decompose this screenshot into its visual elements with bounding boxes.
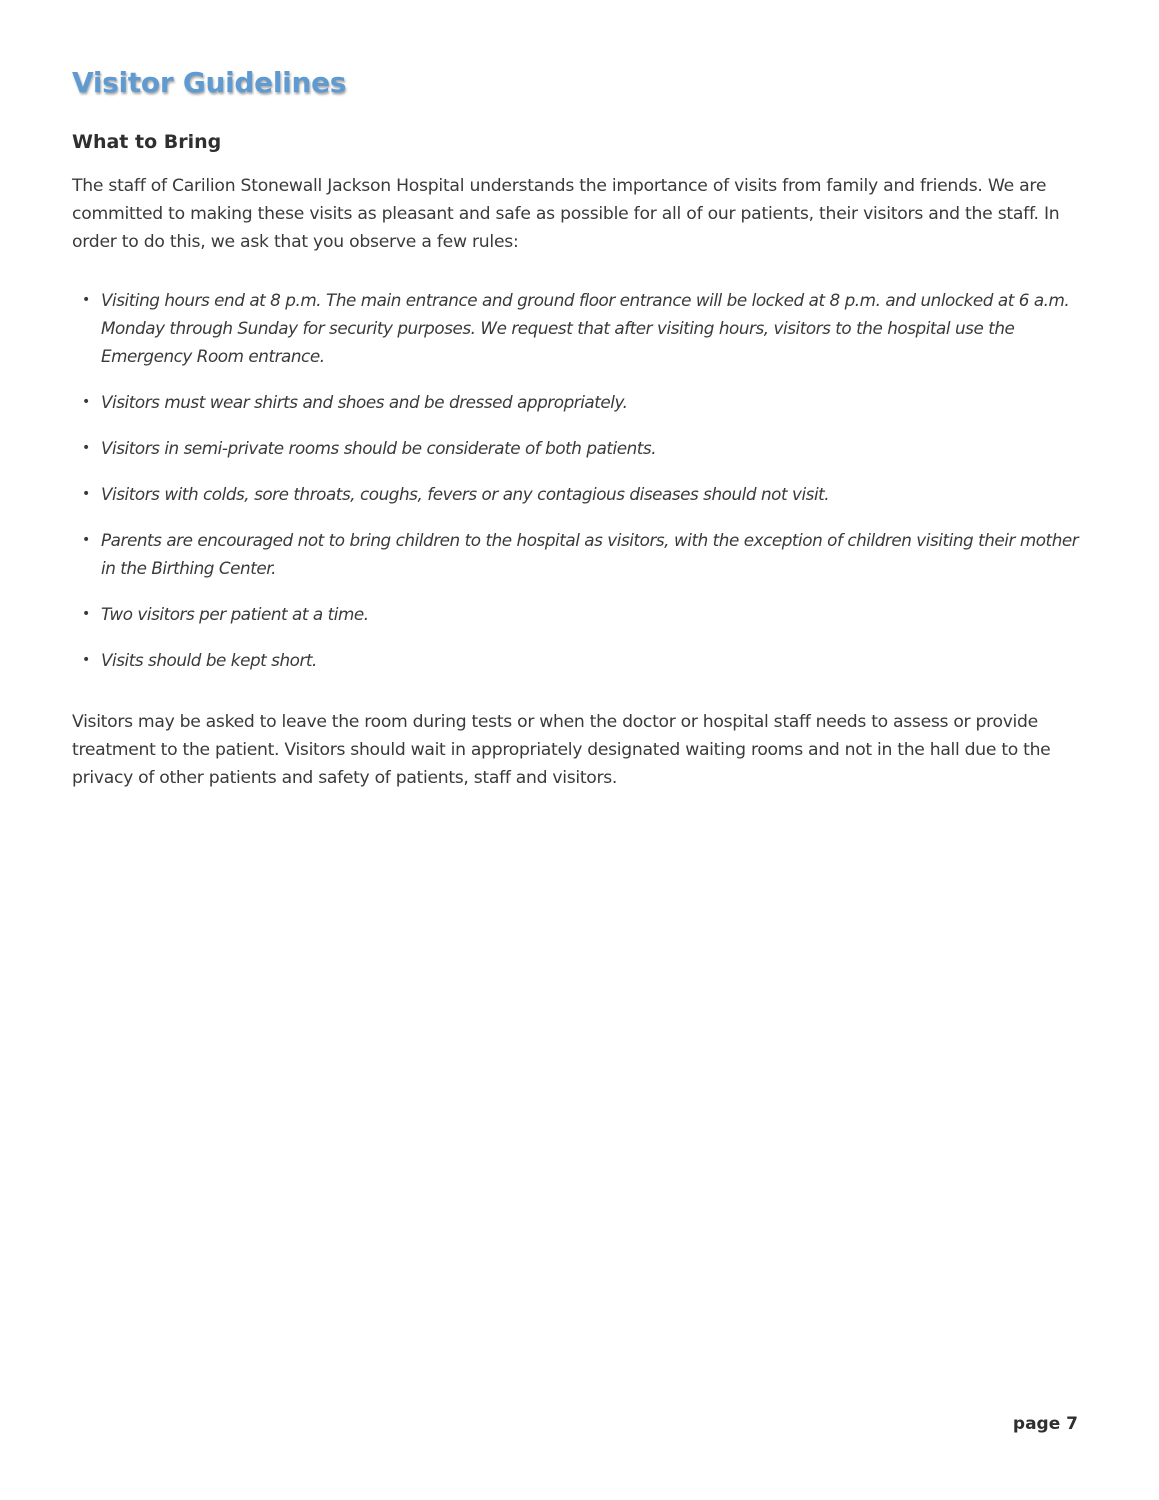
bullet-icon: • bbox=[82, 606, 90, 622]
closing-paragraph: Visitors may be asked to leave the room during tests or when the doctor or hospital staff needs to assess or provide treatment to the patient. Visitors should wait in appropriately designated waiting rooms and not in the hall due to the privacy of other patients and safety of patients, staff and visitors. bbox=[72, 712, 1051, 788]
rule-item bbox=[72, 600, 1092, 628]
bullet-icon: • bbox=[82, 652, 90, 668]
bullet-icon: • bbox=[82, 486, 90, 502]
page-title: Visitor Guidelines bbox=[72, 66, 347, 99]
rule-item bbox=[72, 434, 1092, 462]
rule-item bbox=[72, 286, 1092, 370]
page-number: page 7 bbox=[1012, 1414, 1078, 1434]
rule-item bbox=[72, 526, 1092, 582]
rule-item bbox=[72, 480, 1092, 508]
rule-text: Visitors must wear shirts and shoes and be dressed appropriately. bbox=[101, 392, 628, 412]
rule-text: Visiting hours end at 8 p.m. The main entrance and ground floor entrance will be locked at 8 p.m. and unlocked at 6 a.m. Monday through Sunday for security purposes. We request that after visiting hours, visitors to the hospital use the Emergency Room entrance. bbox=[101, 290, 1070, 366]
rule-item bbox=[72, 388, 1092, 416]
section-heading: What to Bring bbox=[72, 131, 222, 153]
rule-text: Visitors with colds, sore throats, coughs, fevers or any contagious diseases should not visit. bbox=[101, 484, 830, 504]
rules-list bbox=[72, 286, 1092, 692]
rule-text: Parents are encouraged not to bring children to the hospital as visitors, with the exception of children visiting their mother in the Birthing Center. bbox=[101, 530, 1079, 578]
bullet-icon: • bbox=[82, 394, 90, 410]
rule-text: Visitors in semi-private rooms should be considerate of both patients. bbox=[101, 438, 657, 458]
rule-text: Two visitors per patient at a time. bbox=[101, 604, 369, 624]
bullet-icon: • bbox=[82, 440, 90, 456]
rule-text: Visits should be kept short. bbox=[101, 650, 317, 670]
intro-paragraph: The staff of Carilion Stonewall Jackson Hospital understands the importance of visits from family and friends. We are committed to making these visits as pleasant and safe as possible for all of our patients, their visitors and the staff. In order to do this, we ask that you observe a few rules: bbox=[72, 176, 1060, 252]
bullet-icon: • bbox=[82, 292, 90, 308]
bullet-icon: • bbox=[82, 532, 90, 548]
rule-item bbox=[72, 646, 1092, 674]
